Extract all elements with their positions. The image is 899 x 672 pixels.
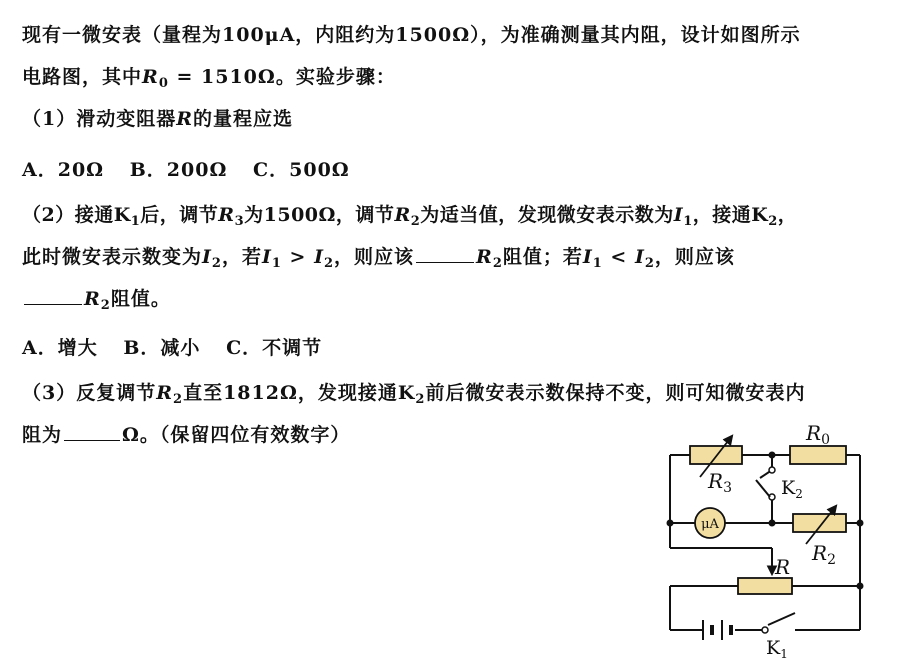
q2-text-b2: ，若 xyxy=(221,246,262,268)
resistor-r2 xyxy=(793,514,846,532)
i2-subscript: 2 xyxy=(323,256,334,271)
r2-symbol: R xyxy=(156,382,174,404)
i2-subscript: 2 xyxy=(211,256,222,271)
label-r2: $R_2$ xyxy=(812,541,836,568)
q3-text-a2: 直至1812Ω，发现接通K xyxy=(183,382,416,404)
r2-subscript: 2 xyxy=(410,214,421,229)
i2-symbol: I xyxy=(634,246,645,268)
k2-switch xyxy=(756,480,770,497)
k1-subscript: 1 xyxy=(130,214,141,229)
q2-option-a: A．增大 xyxy=(22,337,98,359)
rheostat-r xyxy=(738,578,792,594)
label-k2: $K_2$ xyxy=(781,477,803,501)
resistor-r3 xyxy=(690,446,742,464)
q2-text-a1: （2）接通K xyxy=(22,204,131,226)
q1-prefix: （1）滑动变阻器 xyxy=(22,108,177,130)
label-r0: $R_0$ xyxy=(806,421,830,448)
q2-text-b1: 此时微安表示数变为 xyxy=(22,246,203,268)
i1-subscript: 1 xyxy=(592,256,603,271)
q2-text-c1: 阻值。 xyxy=(110,288,171,310)
i1-subscript: 1 xyxy=(271,256,282,271)
r3-symbol: R xyxy=(218,204,235,226)
r0-subscript: 0 xyxy=(158,76,169,91)
q3-text-b1: 阻为 xyxy=(22,424,63,446)
i1-symbol: I xyxy=(261,246,272,268)
q3-text-a1: （3）反复调节 xyxy=(22,382,157,404)
intro-text-3: 。实验步骤： xyxy=(275,66,396,88)
r2-symbol: R xyxy=(476,246,493,268)
k2-subscript: 2 xyxy=(415,392,426,407)
greater-than: > xyxy=(281,246,315,268)
q2-text-a3: 为1500Ω，调节 xyxy=(244,204,395,226)
r0-value: = 1510Ω xyxy=(168,66,276,88)
r3-subscript: 3 xyxy=(234,214,245,229)
intro-text-1: 现有一微安表（量程为100μA，内阻约为1500Ω），为准确测量其内阻，设计如图所示 xyxy=(22,24,801,46)
q1-option-c: C．500Ω xyxy=(253,159,350,181)
r2-subscript: 2 xyxy=(173,392,184,407)
q2-text-b3: ，则应该 xyxy=(334,246,415,268)
q2-text-a4: 为适当值，发现微安表示数为 xyxy=(420,204,674,226)
q1-suffix: 的量程应选 xyxy=(193,108,294,130)
i1-subscript: 1 xyxy=(683,214,693,229)
q2-text-b4: 阻值；若 xyxy=(502,246,583,268)
r2-subscript: 2 xyxy=(492,256,503,271)
resistor-r0 xyxy=(790,446,846,464)
q2-text-a2: 后，调节 xyxy=(140,204,219,226)
i2-subscript: 2 xyxy=(644,256,655,271)
q2-option-b: B．减小 xyxy=(123,337,201,359)
r0-symbol: R xyxy=(142,66,159,88)
label-r3: $R_3$ xyxy=(708,469,732,496)
r2-symbol: R xyxy=(394,204,411,226)
q1-option-a: A．20Ω xyxy=(22,159,105,181)
battery-icon xyxy=(703,620,731,640)
label-k1: $K_1$ xyxy=(766,637,788,661)
i1-symbol: I xyxy=(673,204,684,226)
q2-text-a5: ，接通K xyxy=(692,204,769,226)
q3-text-b2: Ω。（保留四位有效数字） xyxy=(122,424,351,446)
r2-symbol: R xyxy=(84,288,101,310)
q2-text-a6: ， xyxy=(777,204,798,226)
r-symbol: R xyxy=(176,108,194,130)
k1-switch xyxy=(762,627,768,633)
k2-subscript: 2 xyxy=(768,214,778,229)
q1-option-b: B．200Ω xyxy=(129,159,228,181)
q2-text-b5: ，则应该 xyxy=(654,246,735,268)
q2-option-c: C．不调节 xyxy=(226,337,323,359)
circuit-wires xyxy=(670,455,860,630)
less-than: < xyxy=(602,246,635,268)
i2-symbol: I xyxy=(202,246,212,268)
microammeter-label: μA xyxy=(701,517,719,532)
i1-symbol: I xyxy=(582,246,593,268)
intro-text-2: 电路图，其中 xyxy=(22,66,143,88)
r2-subscript: 2 xyxy=(100,298,111,313)
label-r: R xyxy=(775,555,791,579)
i2-symbol: I xyxy=(314,246,324,268)
q3-text-a3: 前后微安表示数保持不变，则可知微安表内 xyxy=(425,382,806,404)
